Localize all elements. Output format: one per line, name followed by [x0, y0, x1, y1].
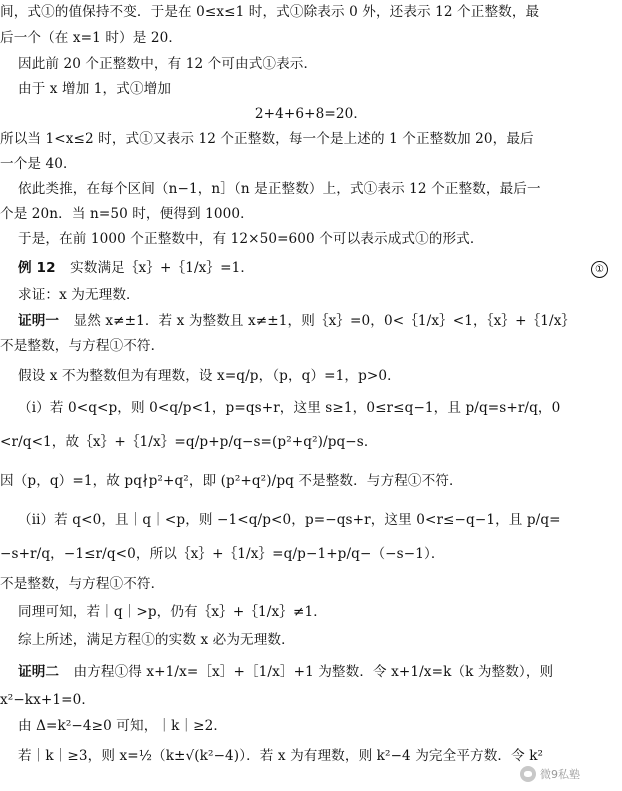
text-line: x²−kx+1=0． — [0, 692, 96, 708]
text-line: 依此类推，在每个区间（n−1，n］（n 是正整数）上，式①表示 12 个正整数，最后一 — [18, 181, 541, 197]
example-heading — [18, 260, 606, 277]
formula-line: 2+4+6+8=20． — [254, 106, 368, 122]
text-span: 由方程①得 x+1/x=［x］+［1/x］+1 为整数．令 x+1/x=k（k 为整数），则 — [73, 664, 554, 680]
proof-two-line — [18, 664, 606, 681]
proof-one-label: 证明一 — [18, 313, 60, 329]
text-span: 显然 x≠±1．若 x 为整数且 x≠±1，则｛x｝=0，0<｛1/x｝<1，｛x｝+｛1/x｝ — [73, 313, 576, 329]
text-line: 所以当 1<x≤2 时，式①又表示 12 个正整数，每一个是上述的 1 个正整数加 20，最后 — [0, 131, 534, 147]
text-line: 由 Δ=k²−4≥0 可知，｜k｜≥2． — [18, 718, 228, 734]
text-line: 一个是 40． — [0, 156, 77, 172]
text-line: 于是，在前 1000 个正整数中，有 12×50=600 个可以表示成式①的形式． — [18, 231, 484, 247]
wechat-icon — [520, 766, 536, 782]
text-line: <r/q<1，故｛x｝+｛1/x｝=q/p+p/q−s=(p²+q²)/pq−s． — [0, 434, 378, 450]
text-line: （ⅱ）若 q<0，且｜q｜<p，则 −1<q/p<0，p=−qs+r，这里 0<r≤−q−1，且 p/q= — [18, 512, 561, 528]
watermark-text: 微9私塾 — [540, 768, 580, 781]
example-label: 例 12 — [18, 260, 56, 276]
text-line: −s+r/q，−1≤r/q<0，所以｛x｝+｛1/x｝=q/p−1+p/q−（−s−1）． — [0, 546, 445, 562]
text-line: 后一个（在 x=1 时）是 20． — [0, 30, 183, 46]
text-line: 由于 x 增加 1，式①增加 — [18, 81, 172, 97]
text-line: 综上所述，满足方程①的实数 x 必为无理数． — [18, 632, 295, 648]
proof-one-line — [18, 313, 606, 330]
text-line: 求证：x 为无理数． — [18, 287, 140, 303]
equation-marker: ① — [591, 261, 608, 278]
text-line: 同理可知，若｜q｜>p，仍有｛x｝+｛1/x｝≠1． — [18, 604, 327, 620]
text-line: 因此前 20 个正整数中，有 12 个可由式①表示． — [18, 56, 318, 72]
text-line: 假设 x 不为整数但为有理数，设 x=q/p，（p，q）=1，p>0． — [18, 368, 401, 384]
text-line: 不是整数，与方程①不符． — [0, 576, 165, 592]
text-line: 个是 20n．当 n=50 时，便得到 1000． — [0, 206, 254, 222]
example-statement: 实数满足｛x｝+｛1/x｝=1． — [70, 260, 255, 276]
text-line: （ⅰ）若 0<q<p，则 0<q/p<1，p=qs+r，这里 s≥1，0≤r≤q−1，且 p/q=s+r/q，0 — [18, 400, 561, 416]
text-line: 若｜k｜≥3，则 x=½（k±√(k²−4)）．若 x 为有理数，则 k²−4 为完全平方数．令 k² — [18, 748, 544, 764]
watermark — [520, 762, 620, 786]
text-line: 因（p，q）=1，故 pq∤p²+q²，即 (p²+q²)/pq 不是整数．与方程①不符． — [0, 473, 463, 489]
text-line: 不是整数，与方程①不符． — [0, 338, 165, 354]
text-line: 间，式①的值保持不变．于是在 0≤x≤1 时，式①除表示 0 外，还表示 12 个正整数，最 — [0, 4, 540, 20]
proof-two-label: 证明二 — [18, 664, 60, 680]
